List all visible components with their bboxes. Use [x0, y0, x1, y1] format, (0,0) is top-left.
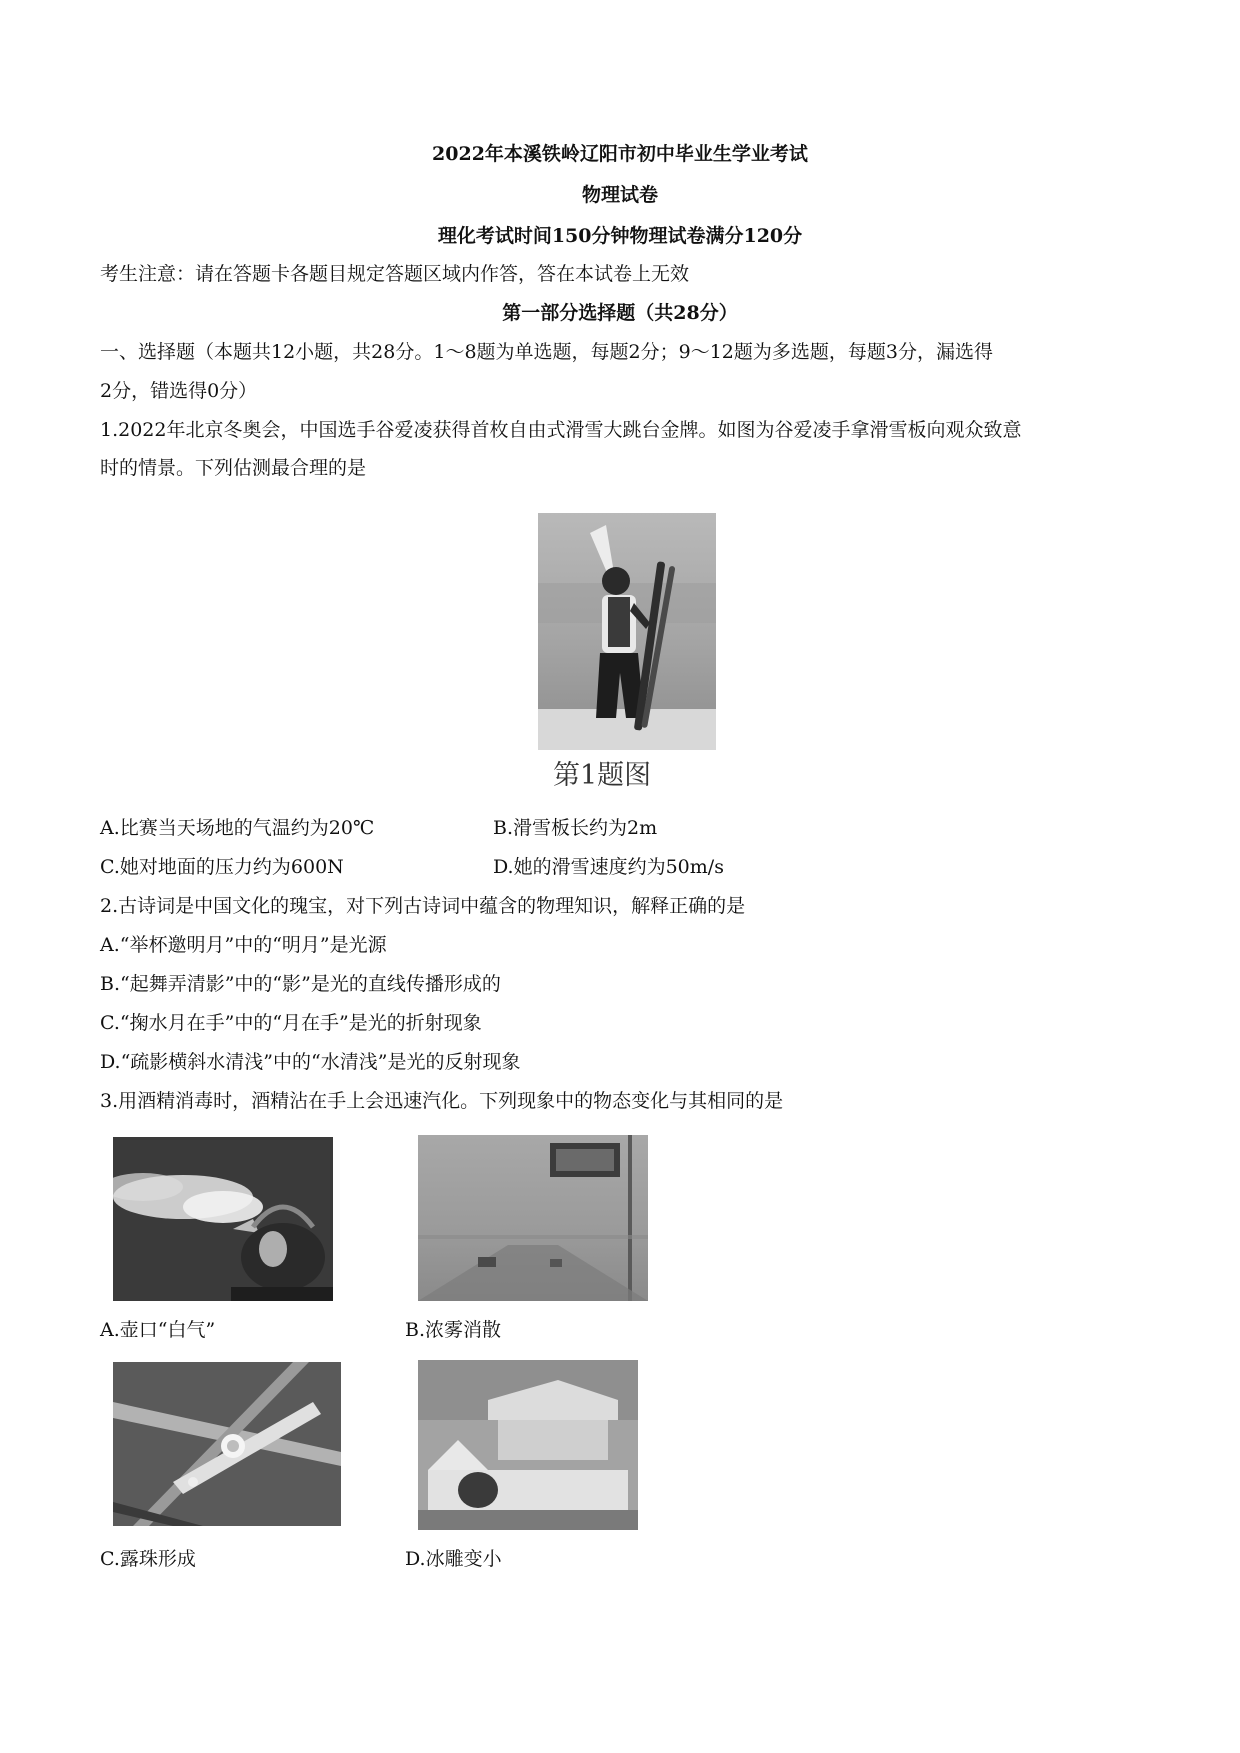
q3-caption-d: D.冰雕变小 — [405, 1548, 502, 1570]
part1-title: 第一部分选择题（共28分） — [502, 302, 738, 324]
part1-instructions: 一、选择题（本题共12小题，共28分。1～8题为单选题，每题2分；9～12题为多选题，每题3分，漏选得 — [100, 341, 993, 363]
exam-notice: 考生注意：请在答题卡各题目规定答题区域内作答，答在本试卷上无效 — [100, 263, 690, 285]
q1-option-b: B.滑雪板长约为2m — [493, 817, 658, 839]
q2-option-d: D.“疏影横斜水清浅”中的“水清浅”是光的反射现象 — [100, 1051, 521, 1073]
skier-waving-illustration — [538, 513, 716, 750]
q1-stem-cont: 时的情景。下列估测最合理的是 — [100, 457, 367, 479]
q3-image-a-kettle — [113, 1137, 333, 1301]
exam-subject: 物理试卷 — [581, 184, 658, 206]
exam-title: 2022年本溪铁岭辽阳市初中毕业生学业考试 — [432, 143, 808, 165]
q1-option-d: D.她的滑雪速度约为50m/s — [493, 856, 724, 878]
q2-option-a: A.“举杯邀明月”中的“明月”是光源 — [100, 934, 387, 956]
q3-caption-b: B.浓雾消散 — [405, 1319, 502, 1341]
kettle-steam-illustration — [113, 1137, 333, 1301]
q3-image-d-ice — [418, 1360, 638, 1530]
fog-road-illustration — [418, 1135, 648, 1301]
q3-caption-a: A.壶口“白气” — [100, 1319, 216, 1341]
q2-stem: 2.古诗词是中国文化的瑰宝，对下列古诗词中蕴含的物理知识，解释正确的是 — [100, 895, 746, 917]
q3-stem: 3.用酒精消毒时，酒精沾在手上会迅速汽化。下列现象中的物态变化与其相同的是 — [100, 1090, 784, 1112]
q1-option-a: A.比赛当天场地的气温约为20℃ — [100, 817, 375, 839]
q2-option-b: B.“起舞弄清影”中的“影”是光的直线传播形成的 — [100, 973, 501, 995]
q2-option-c: C.“掬水月在手”中的“月在手”是光的折射现象 — [100, 1012, 482, 1034]
ice-sculpture-illustration — [418, 1360, 638, 1530]
q1-option-c: C.她对地面的压力约为600N — [100, 856, 344, 878]
dew-drop-leaf-illustration — [113, 1362, 341, 1526]
exam-time-info: 理化考试时间150分钟物理试卷满分120分 — [437, 225, 803, 247]
q3-image-c-dew — [113, 1362, 341, 1526]
q1-figure-caption: 第1题图 — [553, 760, 652, 791]
part1-instructions-cont: 2分，错选得0分） — [100, 380, 258, 402]
q1-stem: 1.2022年北京冬奥会，中国选手谷爱凌获得首枚自由式滑雪大跳台金牌。如图为谷爱凌手拿滑雪板向观众致意 — [100, 419, 1022, 441]
q3-caption-c: C.露珠形成 — [100, 1548, 196, 1570]
q1-figure-photo — [538, 513, 716, 750]
q3-image-b-fog — [418, 1135, 648, 1301]
